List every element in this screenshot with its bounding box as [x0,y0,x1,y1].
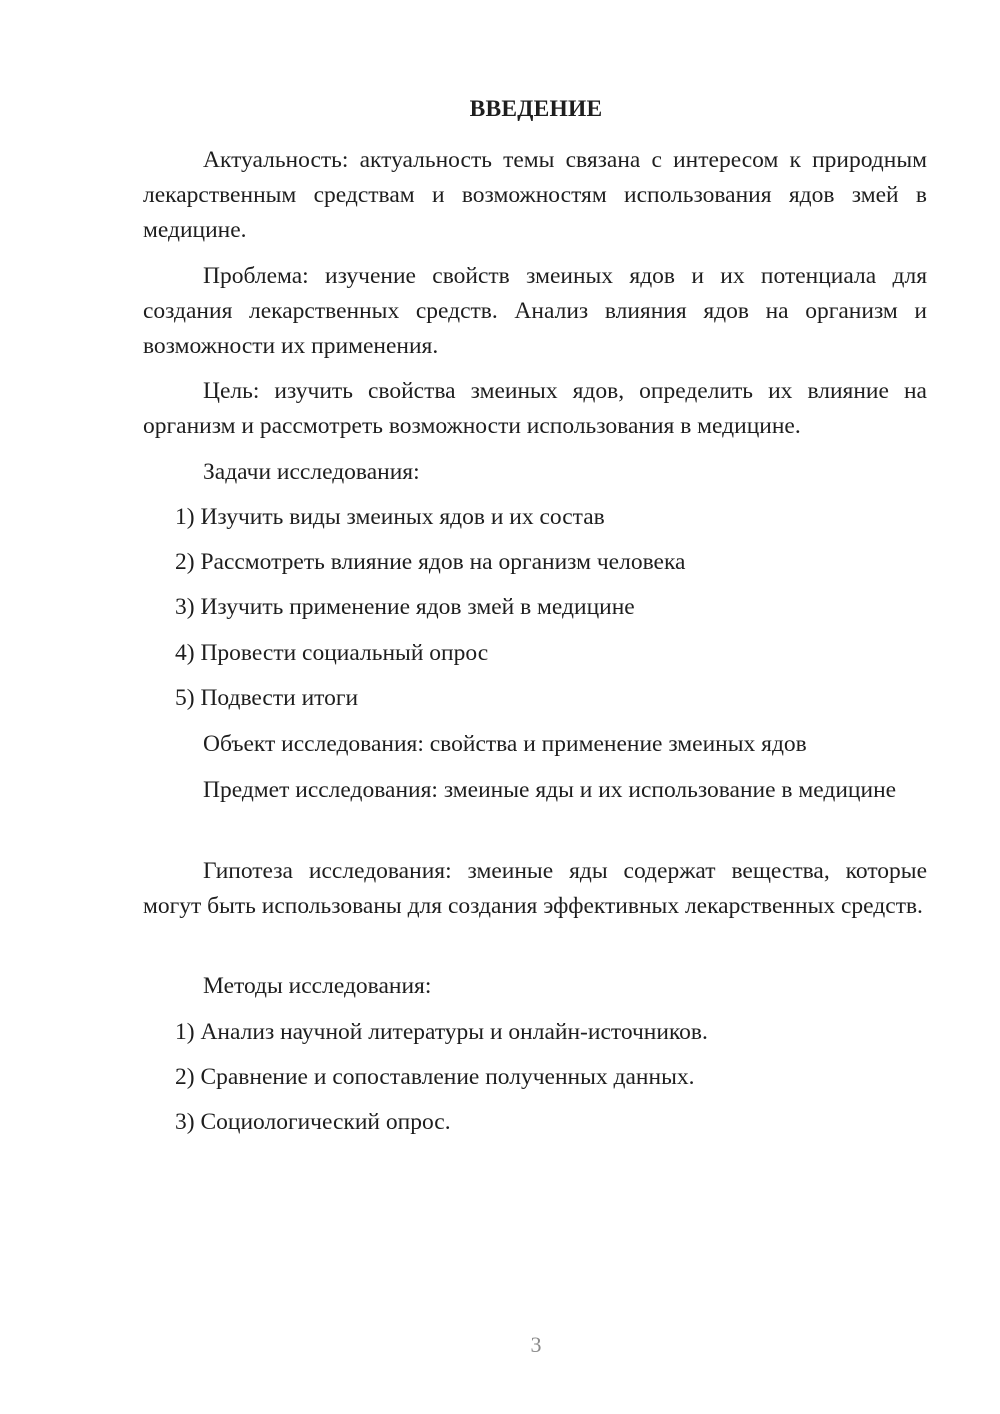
task-item: 5) Подвести итоги [175,685,359,711]
paragraph-goal: Цель: изучить свойства змеиных ядов, определить их влияние на организм и рассмотреть возможности использования в медицине. [143,378,927,439]
task-item: 3) Изучить применение ядов змей в медицине [175,594,635,620]
section-title: ВВЕДЕНИЕ [469,96,603,122]
tasks-heading: Задачи исследования: [203,459,420,485]
paragraph-hypothesis: Гипотеза исследования: змеиные яды содержат вещества, которые могут быть использованы для создания эффективных лекарственных средств. [143,858,927,919]
paragraph-relevance: Актуальность: актуальность темы связана с интересом к природным лекарственным средствам и возможностям использования ядов змей в медицине. [143,147,927,243]
page-number: 3 [530,1332,542,1357]
task-item: 1) Изучить виды змеиных ядов и их состав [175,504,605,530]
method-item: 2) Сравнение и сопоставление полученных данных. [175,1064,695,1090]
paragraph-subject: Предмет исследования: змеиные яды и их использование в медицине [203,777,897,803]
methods-heading: Методы исследования: [203,973,432,999]
task-item: 4) Провести социальный опрос [175,640,489,666]
method-item: 1) Анализ научной литературы и онлайн-источников. [175,1019,708,1045]
paragraph-object: Объект исследования: свойства и применение змеиных ядов [203,731,807,757]
method-item: 3) Социологический опрос. [175,1109,451,1135]
task-item: 2) Рассмотреть влияние ядов на организм человека [175,549,686,575]
paragraph-problem: Проблема: изучение свойств змеиных ядов и их потенциала для создания лекарственных средств. Анализ влияния ядов на организм и возможности их применения. [143,263,927,359]
